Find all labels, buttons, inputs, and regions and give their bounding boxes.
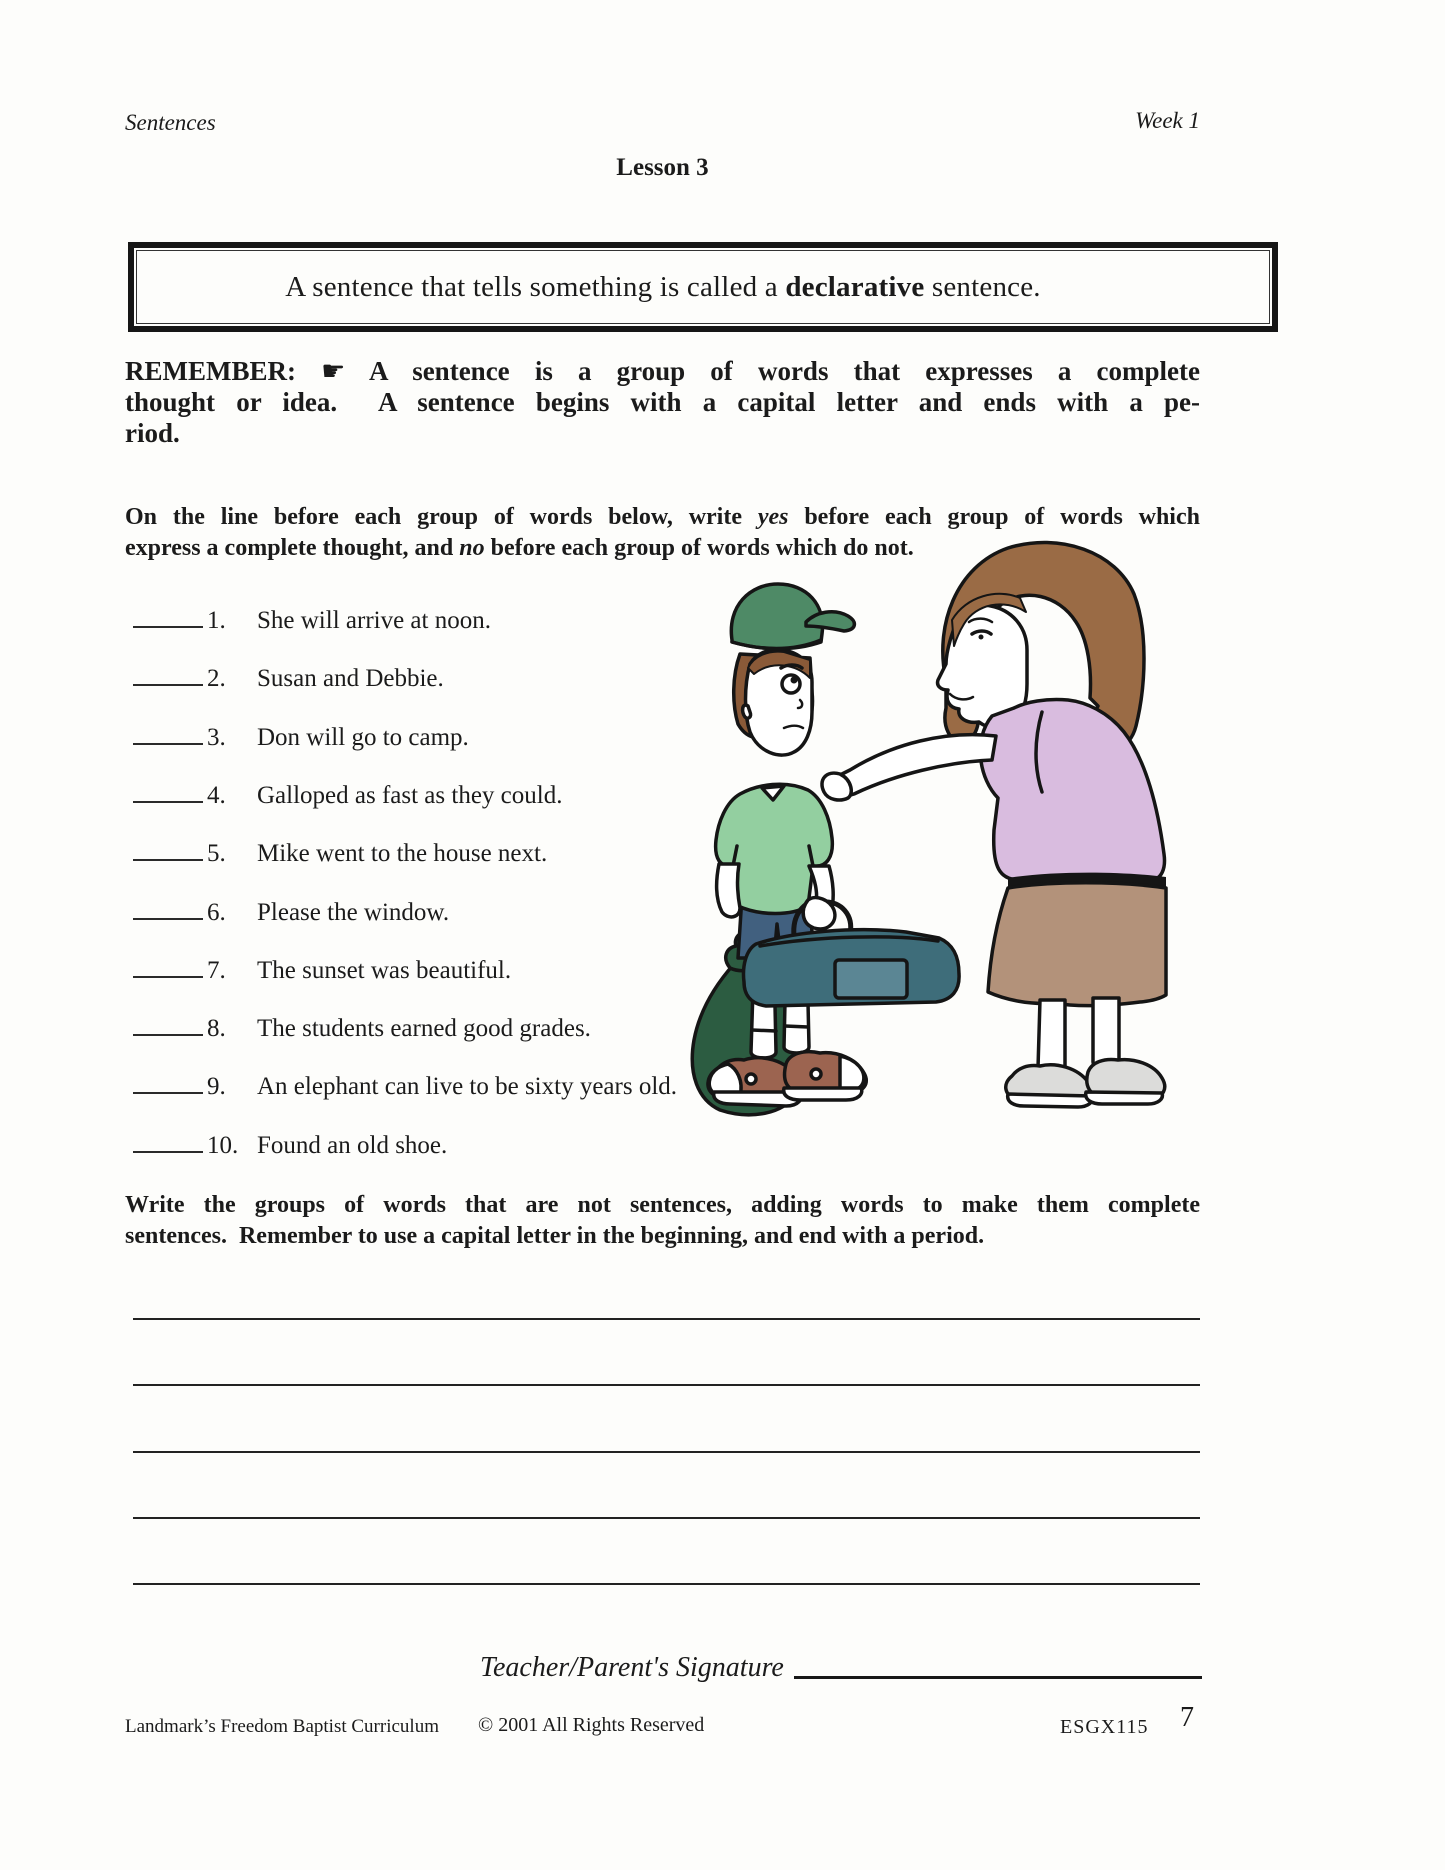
exercise-row: [133, 1010, 591, 1043]
answer-blank[interactable]: [133, 1068, 203, 1094]
item-text: Susan and Debbie.: [257, 665, 444, 693]
remember-line: riod.: [125, 418, 180, 448]
item-number: 8.: [207, 1015, 226, 1043]
exercise-row: [133, 894, 449, 927]
signature-row: [480, 1652, 1202, 1684]
instruction-line: Write the groups of words that are not sentences, adding words to make them complete: [125, 1192, 1200, 1218]
item-number: 5.: [207, 840, 226, 868]
item-text: The students earned good grades.: [257, 1015, 591, 1043]
item-text: Galloped as fast as they could.: [257, 781, 563, 809]
exercise-row: [133, 719, 469, 752]
item-number: 7.: [207, 956, 226, 984]
instruction-line: sentences. Remember to use a capital letter in the beginning, and end with a period.: [125, 1223, 985, 1249]
answer-blank[interactable]: [133, 602, 203, 628]
boy-hand: [803, 898, 835, 929]
answer-blank[interactable]: [133, 777, 203, 803]
definition-text: A sentence that tells something is called a declarative sentence.: [285, 270, 1041, 303]
item-text: She will arrive at noon.: [257, 607, 491, 634]
footer-copyright: © 2001 All Rights Reserved: [478, 1714, 705, 1736]
header-week: Week 1: [1135, 108, 1200, 133]
instruction-line: express a complete thought, and no before each group of words which do not.: [125, 535, 914, 561]
item-number: 4.: [207, 781, 226, 809]
answer-blank[interactable]: [133, 835, 203, 861]
writing-line[interactable]: [133, 1517, 1200, 1519]
item-text: Mike went to the house next.: [257, 840, 548, 868]
illustration-svg: [688, 528, 1168, 1118]
mother: [822, 543, 1166, 1107]
item-number: 10.: [207, 1131, 239, 1159]
boy-cap: [731, 584, 854, 649]
item-text: Please the window.: [257, 898, 450, 926]
writing-line[interactable]: [133, 1318, 1200, 1320]
boy-head: [734, 650, 813, 755]
writing-line[interactable]: [133, 1583, 1200, 1585]
item-number: 1.: [207, 607, 226, 634]
remember-line: REMEMBER: ☛ A sentence is a group of words that expresses a complete: [125, 356, 1200, 387]
remember-note: [125, 356, 1200, 449]
answer-blank[interactable]: [133, 719, 203, 745]
exercise-row: [133, 1127, 447, 1160]
exercise-row: [133, 1068, 677, 1101]
answer-blank[interactable]: [133, 952, 203, 978]
item-number: 2.: [207, 665, 226, 693]
lesson-title: Lesson 3: [616, 154, 709, 181]
footer-page-number: 7: [1180, 1702, 1194, 1733]
footer-publisher: Landmark’s Freedom Baptist Curriculum: [125, 1716, 439, 1737]
boy-sneakers: [708, 1052, 866, 1106]
signature-label: Teacher/Parent's Signature: [480, 1652, 784, 1683]
instructions-rewrite: [125, 1190, 1200, 1252]
footer-code: ESGX115: [1060, 1716, 1149, 1738]
instruction-line: On the line before each group of words below, write yes before each group of words which: [125, 504, 1200, 530]
header-subject: Sentences: [125, 110, 216, 135]
item-number: 6.: [207, 898, 226, 926]
item-text: Don will go to camp.: [257, 723, 469, 751]
answer-blank[interactable]: [133, 1010, 203, 1036]
exercise-row: [133, 777, 562, 810]
item-number: 9.: [207, 1073, 226, 1101]
item-text: An elephant can live to be sixty years old.: [257, 1073, 678, 1101]
answer-blank[interactable]: [133, 894, 203, 920]
answer-blank[interactable]: [133, 660, 203, 686]
exercise-row: [133, 602, 491, 635]
writing-line[interactable]: [133, 1384, 1200, 1386]
definition-box: [128, 242, 1278, 332]
writing-line[interactable]: [133, 1451, 1200, 1453]
signature-line[interactable]: [794, 1676, 1202, 1679]
illustration-mother-and-son: [688, 528, 1168, 1118]
remember-line: thought or idea. A sentence begins with a capital letter and ends with a pe-: [125, 387, 1200, 417]
item-number: 3.: [207, 723, 226, 751]
exercise-row: [133, 660, 444, 693]
exercise-row: [133, 952, 511, 985]
pointing-hand-icon: ☛: [321, 356, 346, 387]
answer-blank[interactable]: [133, 1127, 203, 1153]
item-text: The sunset was beautiful.: [257, 956, 512, 984]
item-text: Found an old shoe.: [257, 1131, 448, 1159]
exercise-row: [133, 835, 547, 868]
